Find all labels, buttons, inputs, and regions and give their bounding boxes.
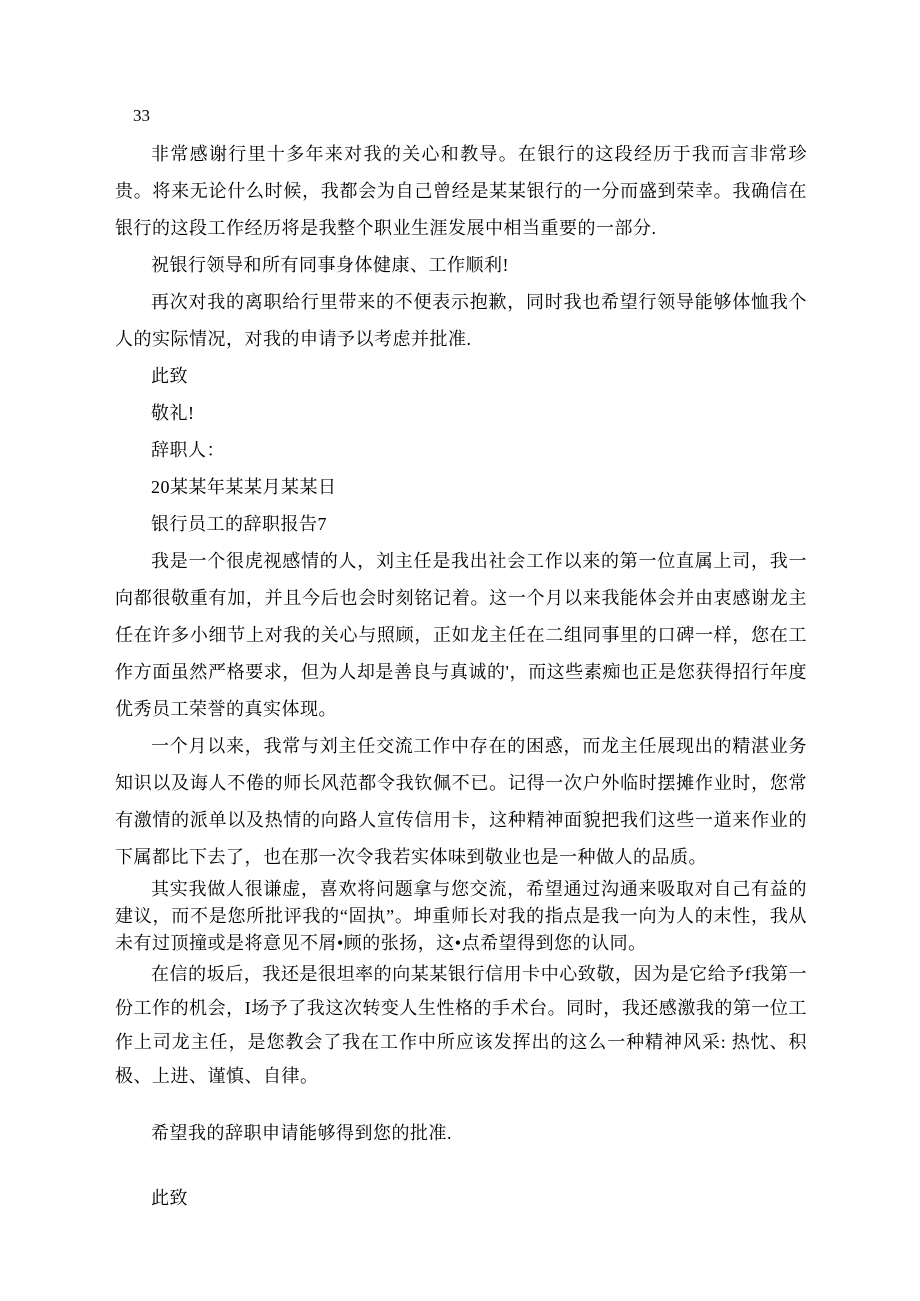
date-line: 20某某年某某月某某日 [151,477,337,497]
paragraph-tribute: 在信的坂后，我还是很坦率的向某某银行信用卡中心致敬，因为是它给予f我第一份工作的机会，I场予了我这次转变人生性格的手术台。同时，我还感激我的第一位工作上司龙主任，是您教会了我在工作中所应该发挥出的这么一种精神风采: 热忱、积极、上进、谨慎、自律。 [115,964,807,1086]
paragraph-gratitude: 非常感谢行里十多年来对我的关心和教导。在银行的这段经历于我而言非常珍贵。将来无论什么时候，我都会为自己曾经是某某银行的一分而盛到荣幸。我确信在银行的这段工作经历将是我整个职业生涯发展中相当重要的一部分. [115,144,807,238]
page-number: 33 [133,106,150,125]
closing-salute: 敬礼! [151,403,195,423]
section-title-report-7: 银行员工的辞职报告7 [151,514,327,534]
paragraph-approval-request: 希望我的辞职申请能够得到您的批准. [151,1123,452,1143]
paragraph-supervisor-respect: 我是一个很虎视感情的人，刘主任是我出社会工作以来的第一位直属上司，我一向都很敬重有加，并且今后也会时刻铭记着。这一个月以来我能体会并由衷感谢龙主任在许多小细节上对我的关心与照顾，正如龙主任在二组同事里的口碑一样，您在工作方面虽然严格要求，但为人却是善良与真诚的'，而这些素痴也正是您获得招行年度优秀员工荣誉的真实体现。 [115,551,807,719]
paragraph-apology: 再次对我的离职给行里带来的不便表示抱歉，同时我也希望行领导能够体恤我个人的实际情况，对我的申请予以考虑并批准. [115,292,807,349]
closing-cizhi-2: 此致 [151,1188,188,1208]
paragraph-work-experience: 一个月以来，我常与刘主任交流工作中存在的困惑，而龙主任展现出的精湛业务知识以及诲人不倦的师长风范都令我钦佩不已。记得一次户外临时摆摊作业时，您常有激情的派单以及热情的向路人宣传信用卡，这种精神面貌把我们这些一道来作业的下属都比下去了，也在那一次令我若实体味到敬业也是一种做人的品质。 [115,736,807,867]
paragraph-wishes: 祝银行领导和所有同事身体健康、工作顺利! [151,255,509,275]
paragraph-humility: 其实我做人很谦虚，喜欢将问题拿与您交流，希望通过沟通来吸取对自己有益的建议，而不是您所批评我的“固执”。坤重师长对我的指点是我一向为人的末性，我从未有过顶撞或是将意见不屑•顾的张扬，这•点希望得到您的认同。 [115,879,807,953]
closing-cizhi: 此致 [151,366,188,386]
signature-label: 辞职人： [151,440,225,460]
